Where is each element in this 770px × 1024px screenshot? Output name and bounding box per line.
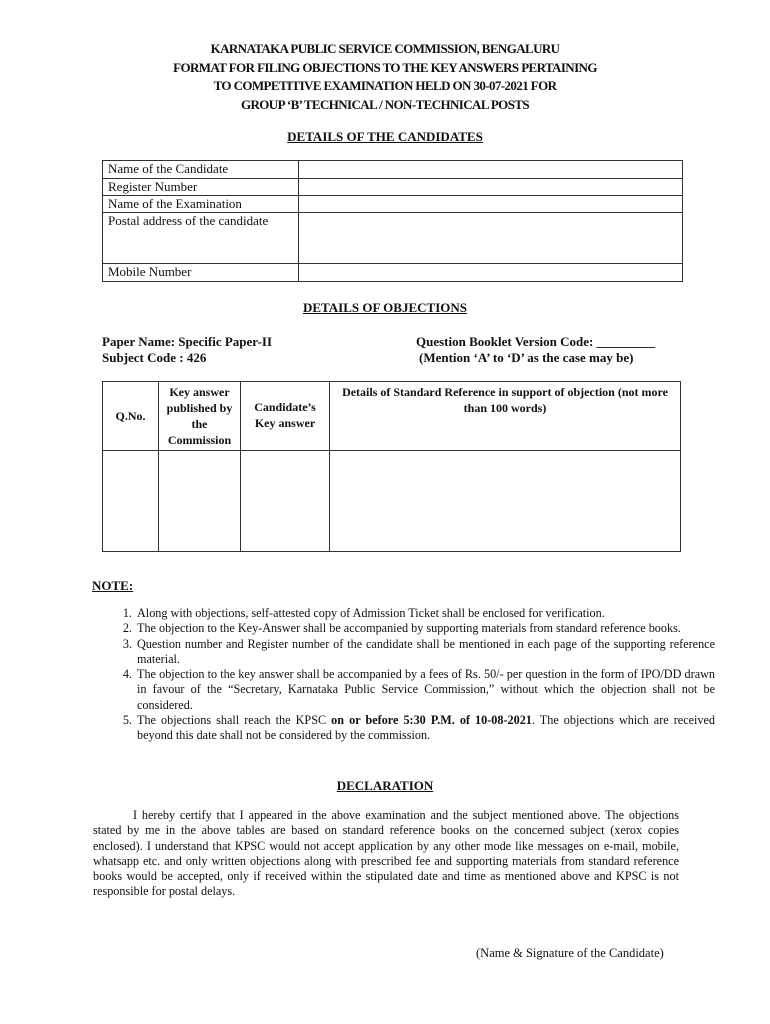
header-line-2: FORMAT FOR FILING OBJECTIONS TO THE KEY ANSWERS PERTAINING xyxy=(173,60,597,75)
key-answer-cell[interactable] xyxy=(159,451,241,552)
row-label-register: Register Number xyxy=(103,179,299,196)
register-number-field[interactable] xyxy=(299,179,683,196)
mobile-number-field[interactable] xyxy=(299,264,683,282)
objections-table xyxy=(102,381,681,552)
row-label-exam: Name of the Examination xyxy=(103,196,299,213)
candidate-details-table xyxy=(102,160,683,282)
col-header-candidate-answer: Candidate’s Key answer xyxy=(241,382,330,451)
deadline-text: on or before 5:30 P.M. of 10-08-2021 xyxy=(331,713,532,728)
candidate-answer-cell[interactable] xyxy=(241,451,330,552)
subject-code: Subject Code : 426 xyxy=(102,350,207,365)
row-label-mobile: Mobile Number xyxy=(103,264,299,282)
exam-name-field[interactable] xyxy=(299,196,683,213)
declaration-text: I hereby certify that I appeared in the above examination and the subject mentioned above. The objections stated by me in the above tables are based on standard reference books on the concerned subject (xerox copies enclosed). I understand that KPSC would not accept application by any other mode like messages on e-mail, mobile, whatsapp etc. and only written objections along with prescribed fee and supporting materials from standard reference books would be accepted, only if received within the stipulated date and time as mentioned above and KPSC is not responsible for postal delays. xyxy=(93,808,679,899)
col-header-qno: Q.No. xyxy=(103,382,159,451)
note-item: 1. Along with objections, self-attested copy of Admission Ticket shall be enclosed for verification. xyxy=(135,606,715,621)
note-item: 3. Question number and Register number of the candidate shall be mentioned in each page of the supporting reference material. xyxy=(135,637,715,668)
candidate-section-title: DETAILS OF THE CANDIDATES xyxy=(287,129,483,144)
row-label-address: Postal address of the candidate xyxy=(103,213,299,264)
paper-name: Paper Name: Specific Paper-II xyxy=(102,334,273,349)
reference-details-cell[interactable] xyxy=(330,451,681,552)
qno-cell[interactable] xyxy=(103,451,159,552)
booklet-version-code: Question Booklet Version Code: _________ xyxy=(416,334,656,349)
note-title: NOTE: xyxy=(92,578,134,593)
objections-section-title: DETAILS OF OBJECTIONS xyxy=(303,300,467,315)
col-header-key-answer: Key answer published by the Commission xyxy=(159,382,241,451)
row-label-name: Name of the Candidate xyxy=(103,161,299,179)
declaration-title: DECLARATION xyxy=(336,778,434,793)
signature-label: (Name & Signature of the Candidate) xyxy=(476,946,664,960)
header-line-4: GROUP ‘B’ TECHNICAL / NON-TECHNICAL POSTS xyxy=(240,97,530,112)
note-item: 4. The objection to the key answer shall be accompanied by a fees of Rs. 50/- per question in the form of IPO/DD drawn in favour of the “Secretary, Karnataka Public Service Commission,” without which the objection shall not be considered. xyxy=(135,667,715,713)
notes-list xyxy=(98,606,715,744)
col-header-reference: Details of Standard Reference in support of objection (not more than 100 words) xyxy=(330,382,681,451)
postal-address-field[interactable] xyxy=(299,213,683,264)
booklet-version-note: (Mention ‘A’ to ‘D’ as the case may be) xyxy=(419,350,634,365)
note-item: 2. The objection to the Key-Answer shall be accompanied by supporting materials from standard reference books. xyxy=(135,621,715,636)
header-line-3: TO COMPETITIVE EXAMINATION HELD ON 30-07-2021 FOR xyxy=(213,78,557,93)
candidate-name-field[interactable] xyxy=(299,161,683,179)
note-item: 5. The objections shall reach the KPSC on or before 5:30 P.M. of 10-08-2021. The objections which are received beyond this date shall not be considered by the commission. xyxy=(135,713,715,744)
header-line-1: KARNATAKA PUBLIC SERVICE COMMISSION, BENGALURU xyxy=(210,41,560,56)
